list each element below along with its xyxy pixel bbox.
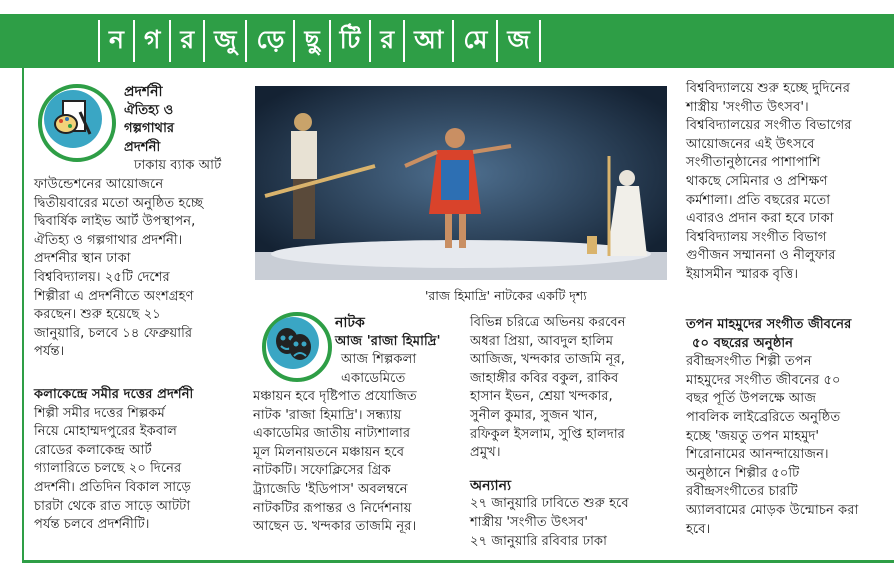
art-line: প্রদর্শনীর স্থান ঢাকা [34,251,131,267]
samir-line: চারটা থেকে রাত সাড়ে আটটা [34,498,191,514]
title-cell: ন [98,20,133,62]
tapan-article [686,316,891,539]
play-article-body [253,388,461,537]
title-cell: জ [496,20,540,62]
tapan-heading: ৫০ বছরের অনুষ্ঠান [692,335,794,351]
cast-line: প্রমুখ। [470,445,501,461]
festival-line: বিশ্ববিদ্যালয়ের সংগীত বিভাগের [686,118,852,134]
cast-line: সুনীল কুমার, সুজন খান, [470,407,598,423]
art-line: জানুয়ারি, চলবে ১৪ ফেব্রুয়ারি [34,325,193,341]
section-title [98,20,541,62]
samir-line: রোডের কলাকেন্দ্র আর্ট [34,442,152,458]
cast-line: জাহাঙ্গীর কবির বকুল, রাকিব [470,370,619,386]
theater-masks-icon [262,312,332,382]
festival-line: বিশ্ববিদ্যালয়ে শুরু হচ্ছে দুদিনের [686,81,851,96]
cast-article [470,314,680,551]
art-line: ঢাকায় ব্যাক আর্ট [134,158,222,174]
cast-line: অধরা প্রিয়া, আবদুল হালিম [470,333,614,349]
play-photo [255,86,667,280]
play-article-head [335,314,465,388]
title-cell: মে [452,20,496,62]
festival-line: শাস্ত্রীয় 'সংগীত উৎসব'। [686,99,809,115]
art-line: ঐতিহ্য ও গল্পগাথার প্রদর্শনী। [34,232,183,248]
title-cell: র [169,20,203,62]
play-line: একাডেমির জাতীয় নাট্যশালার [253,426,411,442]
festival-line: সংগীতানুষ্ঠানের পাশাপাশি [686,155,821,171]
play-line: নাটকটি। সফোক্লিসের গ্রিক [253,463,391,479]
play-line: একাডেমিতে [341,370,406,386]
art-exhibition-article [124,83,264,176]
title-cell: ছু [293,20,328,62]
palette-icon-graphic [42,88,112,158]
stage-scene [255,86,667,280]
play-heading: নাটক [335,315,365,331]
art-line: দ্বিতীয়বারের মতো অনুষ্ঠিত হচ্ছে [34,195,204,211]
art-line: পর্যন্ত। [34,344,65,360]
tapan-line: মাহমুদের সংগীত জীবনের ৫০ [686,372,841,388]
cast-line: হাসান ইভন, শ্রেয়া খন্দকার, [470,389,613,405]
tapan-line: রবীন্দ্রসংগীতের চারটি [686,484,798,500]
art-line: বিশ্ববিদ্যালয়। ২৫টি দেশের [34,269,170,285]
samir-line: পর্যন্ত চলবে প্রদর্শনীটি। [34,517,150,533]
art-subheading: গল্পগাথার [124,121,175,137]
music-festival-article [686,80,891,285]
art-line: করছেন। শুরু হয়েছে ২১ [34,307,161,323]
art-subheading: ঐতিহ্য ও [124,102,174,118]
art-subheading: প্রদর্শনী [124,139,161,155]
art-line: ফাউন্ডেশনের আয়োজনে [34,177,164,192]
title-cell: জু [203,20,245,62]
palette-icon [38,84,116,162]
tapan-line: বছর পূর্তি উপলক্ষে আজ [686,391,816,407]
festival-line: থাকছে সেমিনার ও প্রশিক্ষণ [686,173,828,189]
other-line: শাস্ত্রীয় 'সংগীত উৎসব' [470,514,588,530]
section-header [0,14,894,68]
art-line: শিল্পীরা এ প্রদর্শনীতে অংশগ্রহণ [34,288,194,304]
art-exhibition-body [34,176,254,362]
art-heading: প্রদর্শনী [124,84,163,100]
festival-line: কর্মশালা। প্রতি বছরের মতো [686,192,831,208]
title-cell: ড়ে [245,20,293,62]
play-line: নাটকটির রূপান্তর ও নির্দেশনায় [253,500,412,516]
title-cell: টি [329,20,370,62]
tapan-heading: তপন মাহমুদের সংগীত জীবনের [686,317,852,332]
cast-line: আজিজ, খন্দকার তাজমি নূর, [470,352,625,368]
samir-heading: কলাকেন্দ্রে সমীর দত্তের প্রদর্শনী [34,387,194,402]
samir-line: শিল্পী সমীর দত্তের শিল্পকর্ম [34,405,165,421]
festival-line: বিশ্ববিদ্যালয় সংগীত বিভাগ [686,229,827,245]
tapan-line: হবে। [686,521,711,537]
cast-line: রফিকুল ইসলাম, সুপ্তি হালদার [470,426,625,442]
play-subheading: আজ 'রাজা হিমাদ্রি' [335,333,441,349]
tapan-line: অনুষ্ঠানে শিল্পীর ৫০টি [686,465,800,481]
samir-line: গ্যালারিতে চলছে ২০ দিনের [34,461,182,477]
play-line: আজ শিল্পকলা [341,352,417,368]
play-line: নাটক 'রাজা হিমাদ্রি'। সন্ধ্যায় [253,407,402,423]
tapan-line: অ্যালবামের মোড়ক উন্মোচন করা [686,502,859,518]
title-cell: র [369,20,403,62]
top-strip [0,0,894,8]
festival-line: আয়োজনের এই উৎসবে [686,136,815,152]
tapan-line: পাবলিক লাইব্রেরিতে অনুষ্ঠিত [686,409,841,425]
festival-line: ইয়াসমীন স্মারক বৃত্তি। [686,266,799,282]
other-line: ২৭ জানুয়ারি ঢাবিতে শুরু হবে [470,496,629,512]
festival-line: এবারও প্রদান করা হবে ঢাকা [686,211,834,227]
tapan-line: হচ্ছে 'জয়তু তপন মাহমুদ' [686,428,820,444]
samir-line: নিয়ে মোহাম্মদপুরের ইকবাল [34,424,177,440]
play-line: আছেন ড. খন্দকার তাজমি নূর। [253,519,417,535]
play-line: ট্র্যাজেডি 'ইডিপাস' অবলম্বনে [253,481,408,497]
samir-article [34,386,259,535]
title-cell: আ [403,20,452,62]
play-line: মূল মিলনায়তনে মঞ্চায়ন হবে [253,444,405,460]
samir-line: প্রদর্শনী। প্রতিদিন বিকাল সাড়ে [34,479,191,495]
theater-masks-graphic [266,316,328,378]
title-cell: গ [133,20,169,62]
other-heading: অন্যান্য [470,477,512,494]
tapan-line: রবীন্দ্রসংগীত শিল্পী তপন [686,354,812,370]
play-line: মঞ্চায়ন হবে দৃষ্টিপাত প্রযোজিত [253,389,417,404]
art-line: দ্বিবার্ষিক লাইভ আর্ট উপস্থাপন, [34,214,196,230]
photo-caption: 'রাজ হিমাদ্রি' নাটকের একটি দৃশ্য [425,288,587,303]
tapan-line: শিরোনামের আনন্দায়োজন। [686,447,829,463]
festival-line: গুণীজন সম্মাননা ও নীলুফার [686,248,836,264]
other-line: ২৭ জানুয়ারি রবিবার ঢাকা [470,533,607,549]
cast-line: বিভিন্ন চরিত্রে অভিনয় করবেন [470,315,626,330]
